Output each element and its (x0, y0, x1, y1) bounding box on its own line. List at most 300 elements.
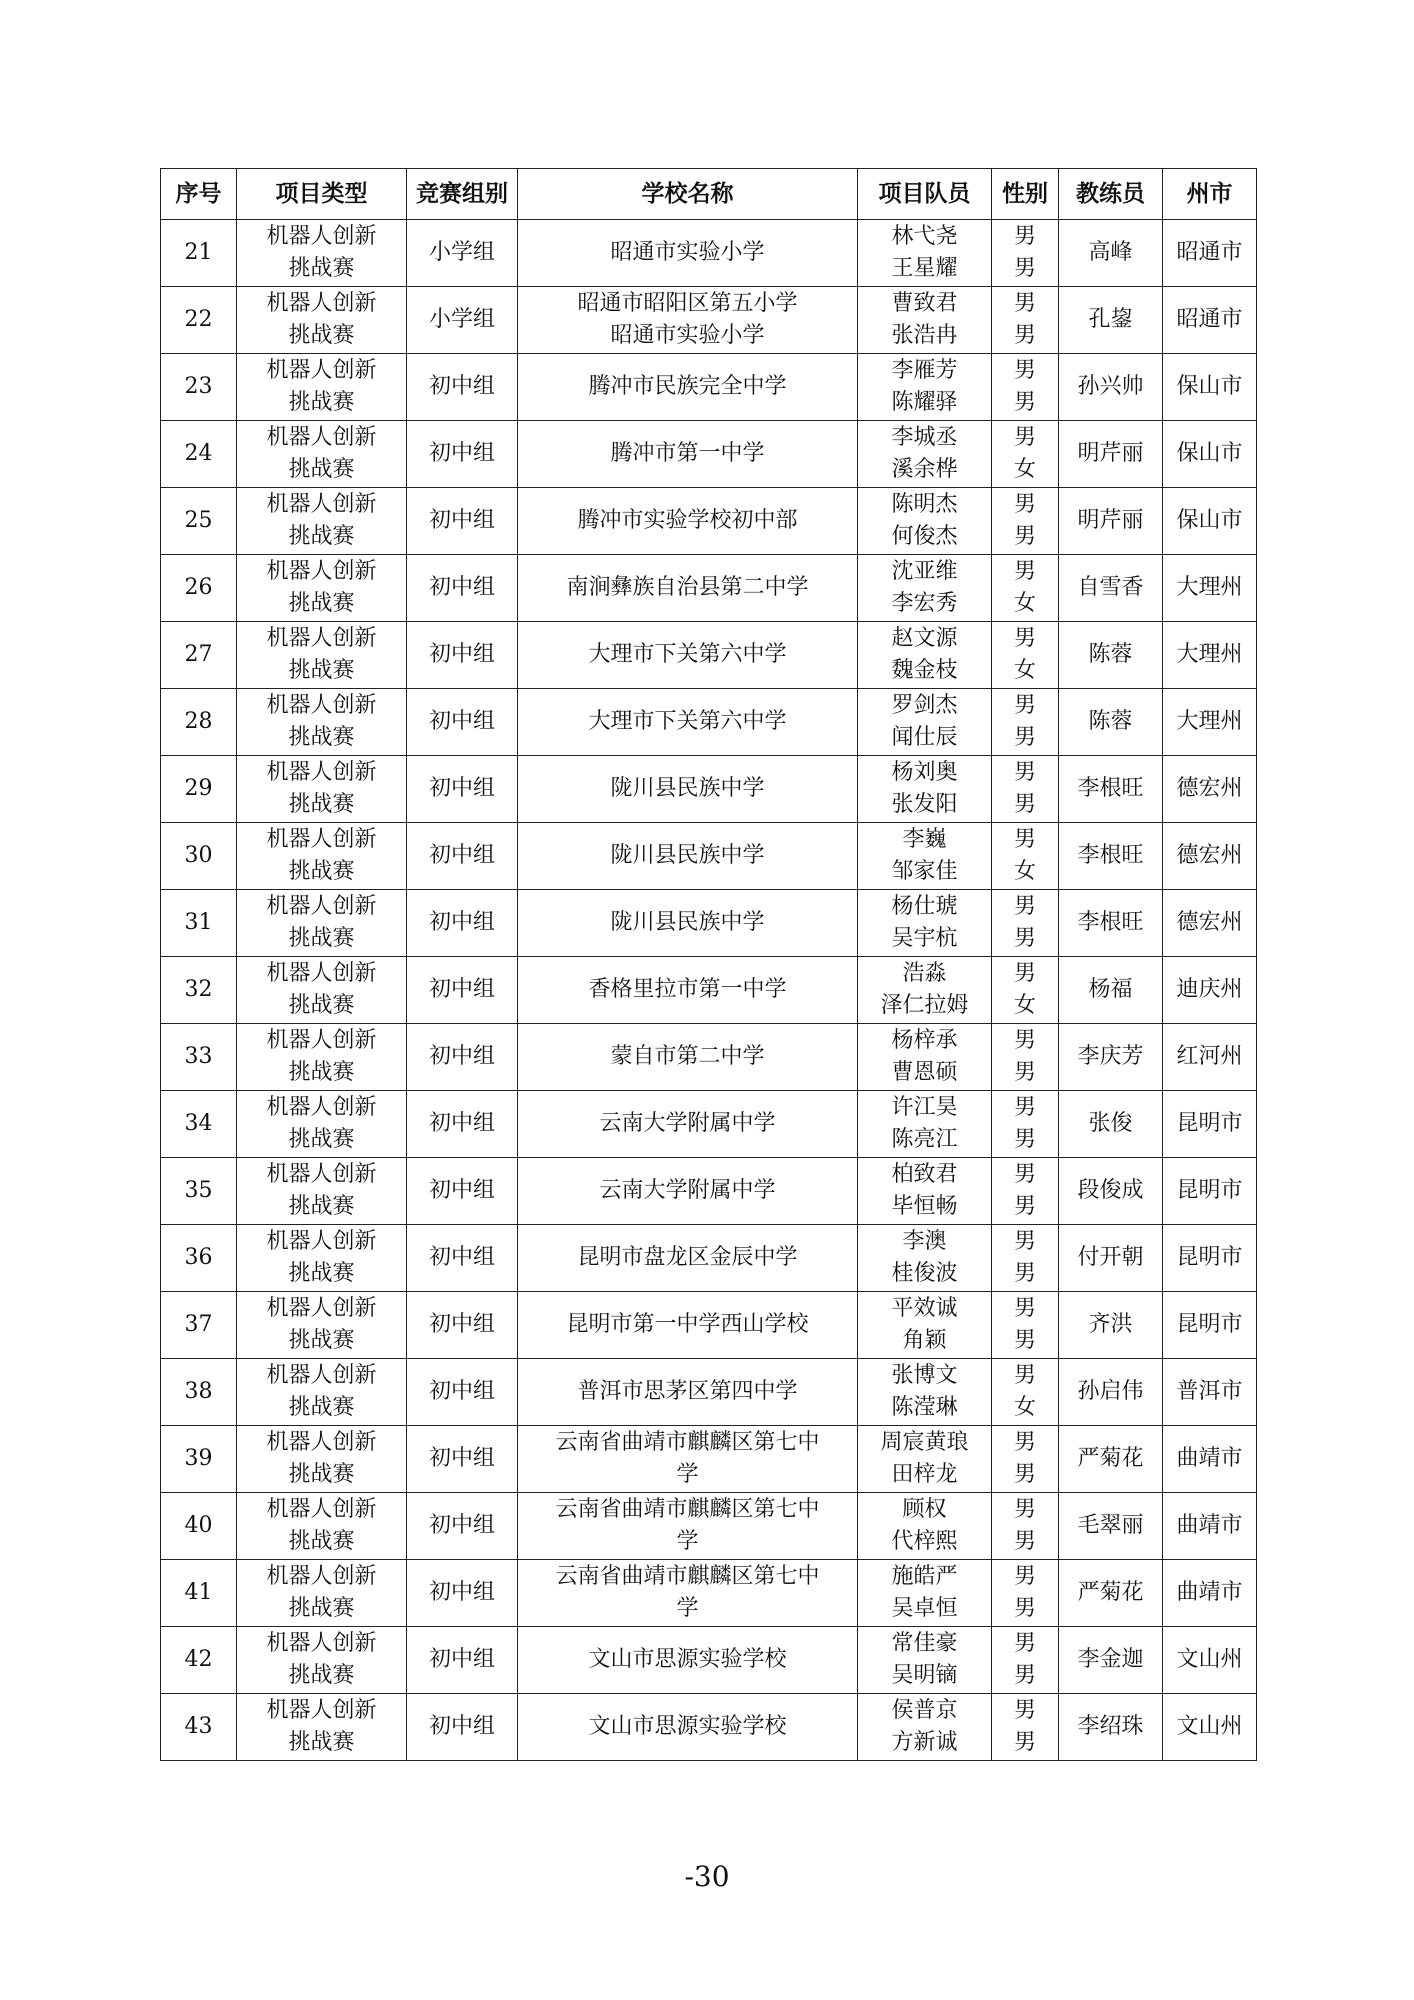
school-name-cell (518, 354, 858, 421)
competition-group-cell: 初中组 (407, 756, 518, 823)
gender-cell (992, 488, 1059, 555)
project-type-cell (237, 1426, 407, 1493)
project-type-line: 机器人创新 (266, 1698, 377, 1723)
serial-number-cell: 38 (161, 1359, 237, 1426)
gender-cell (992, 823, 1059, 890)
team-member-name: 平效诚 (891, 1296, 958, 1321)
city-cell: 保山市 (1163, 488, 1257, 555)
serial-number-cell: 25 (161, 488, 237, 555)
school-name-cell (518, 756, 858, 823)
city-cell: 德宏州 (1163, 890, 1257, 957)
page-number: -30 (684, 1860, 730, 1893)
project-type-line: 挑战赛 (288, 390, 355, 415)
gender-cell (992, 1292, 1059, 1359)
serial-number-cell: 36 (161, 1225, 237, 1292)
team-member-name: 杨刘奥 (891, 760, 958, 785)
team-member-name: 方新诚 (891, 1730, 958, 1755)
team-member-name: 角颖 (902, 1328, 947, 1353)
team-members-cell (858, 1292, 992, 1359)
coach-cell: 严菊花 (1059, 1560, 1163, 1627)
competition-group-cell: 初中组 (407, 890, 518, 957)
city-cell: 曲靖市 (1163, 1493, 1257, 1560)
school-name-line: 文山市思源实验学校 (588, 1714, 787, 1739)
competition-group-cell: 初中组 (407, 421, 518, 488)
gender-cell (992, 287, 1059, 354)
table-row (161, 957, 1257, 1024)
school-name-line: 大理市下关第六中学 (588, 709, 787, 734)
team-member-name: 许江昊 (891, 1095, 958, 1120)
project-type-line: 机器人创新 (266, 1162, 377, 1187)
competition-group-cell: 初中组 (407, 1158, 518, 1225)
school-name-line: 云南省曲靖市麒麟区第七中 (555, 1564, 820, 1589)
team-member-name: 周宸黄琅 (880, 1430, 969, 1455)
school-name-cell (518, 957, 858, 1024)
team-member-name: 田梓龙 (891, 1462, 958, 1487)
member-gender: 女 (1013, 1395, 1036, 1420)
competition-group-cell: 初中组 (407, 823, 518, 890)
table-row (161, 354, 1257, 421)
city-cell: 普洱市 (1163, 1359, 1257, 1426)
coach-cell: 毛翠丽 (1059, 1493, 1163, 1560)
project-type-line: 挑战赛 (288, 1127, 355, 1152)
city-cell: 红河州 (1163, 1024, 1257, 1091)
member-gender: 男 (1013, 1060, 1036, 1085)
team-member-name: 柏致君 (891, 1162, 958, 1187)
table-row (161, 421, 1257, 488)
gender-cell (992, 1024, 1059, 1091)
table-row (161, 823, 1257, 890)
member-gender: 男 (1013, 291, 1036, 316)
table-row (161, 1091, 1257, 1158)
member-gender: 女 (1013, 457, 1036, 482)
competition-group-cell: 初中组 (407, 689, 518, 756)
school-name-line: 陇川县民族中学 (610, 776, 765, 801)
project-type-line: 挑战赛 (288, 926, 355, 951)
project-type-line: 机器人创新 (266, 1564, 377, 1589)
member-gender: 男 (1013, 256, 1036, 281)
school-name-line: 陇川县民族中学 (610, 843, 765, 868)
project-type-line: 挑战赛 (288, 323, 355, 348)
project-type-line: 机器人创新 (266, 1363, 377, 1388)
gender-cell (992, 1627, 1059, 1694)
member-gender: 男 (1013, 792, 1036, 817)
table-row (161, 1560, 1257, 1627)
table-row (161, 1426, 1257, 1493)
serial-number-cell: 40 (161, 1493, 237, 1560)
member-gender: 男 (1013, 1698, 1036, 1723)
serial-number-cell: 22 (161, 287, 237, 354)
school-name-line: 昭通市实验小学 (610, 323, 765, 348)
project-type-line: 机器人创新 (266, 1497, 377, 1522)
serial-number-cell: 23 (161, 354, 237, 421)
team-members-cell (858, 1024, 992, 1091)
team-member-name: 陈滢琳 (891, 1395, 958, 1420)
project-type-line: 机器人创新 (266, 224, 377, 249)
team-member-name: 杨梓承 (891, 1028, 958, 1053)
city-cell: 昆明市 (1163, 1292, 1257, 1359)
city-cell: 大理州 (1163, 555, 1257, 622)
gender-cell (992, 1694, 1059, 1761)
team-member-name: 陈耀驿 (891, 390, 958, 415)
school-name-cell (518, 1560, 858, 1627)
serial-number-cell: 35 (161, 1158, 237, 1225)
project-type-line: 挑战赛 (288, 1462, 355, 1487)
project-type-cell (237, 1493, 407, 1560)
member-gender: 男 (1013, 1663, 1036, 1688)
serial-number-cell: 24 (161, 421, 237, 488)
school-name-line: 腾冲市第一中学 (610, 441, 765, 466)
coach-cell: 孙启伟 (1059, 1359, 1163, 1426)
member-gender: 男 (1013, 1194, 1036, 1219)
serial-number-cell: 28 (161, 689, 237, 756)
serial-number-cell: 41 (161, 1560, 237, 1627)
competition-group-cell: 初中组 (407, 1426, 518, 1493)
competition-group-cell: 小学组 (407, 220, 518, 287)
school-name-cell (518, 1158, 858, 1225)
school-name-line: 学 (676, 1462, 699, 1487)
school-name-line: 香格里拉市第一中学 (588, 977, 787, 1002)
school-name-line: 昆明市第一中学西山学校 (566, 1312, 809, 1337)
school-name-line: 学 (676, 1529, 699, 1554)
gender-cell (992, 957, 1059, 1024)
member-gender: 男 (1013, 1162, 1036, 1187)
team-members-cell (858, 689, 992, 756)
team-member-name: 闻仕辰 (891, 725, 958, 750)
member-gender: 男 (1013, 224, 1036, 249)
team-member-name: 李雁芳 (891, 358, 958, 383)
project-type-cell (237, 1359, 407, 1426)
gender-cell (992, 1091, 1059, 1158)
gender-cell (992, 1225, 1059, 1292)
header-city: 州市 (1163, 169, 1257, 220)
team-member-name: 魏金枝 (891, 658, 958, 683)
project-type-line: 机器人创新 (266, 358, 377, 383)
school-name-cell (518, 555, 858, 622)
participants-table (160, 168, 1257, 1761)
coach-cell: 李根旺 (1059, 823, 1163, 890)
school-name-cell (518, 220, 858, 287)
school-name-line: 腾冲市民族完全中学 (588, 374, 787, 399)
project-type-line: 挑战赛 (288, 993, 355, 1018)
coach-cell: 李金迦 (1059, 1627, 1163, 1694)
table-row (161, 1493, 1257, 1560)
team-member-name: 陈明杰 (891, 492, 958, 517)
table-row (161, 1627, 1257, 1694)
serial-number-cell: 26 (161, 555, 237, 622)
member-gender: 男 (1013, 1430, 1036, 1455)
coach-cell: 李根旺 (1059, 756, 1163, 823)
school-name-line: 蒙自市第二中学 (610, 1044, 765, 1069)
team-members-cell (858, 220, 992, 287)
city-cell: 迪庆州 (1163, 957, 1257, 1024)
gender-cell (992, 1560, 1059, 1627)
team-members-cell (858, 1426, 992, 1493)
project-type-cell (237, 890, 407, 957)
team-member-name: 顾权 (902, 1497, 947, 1522)
project-type-line: 挑战赛 (288, 1060, 355, 1085)
project-type-line: 挑战赛 (288, 457, 355, 482)
project-type-line: 挑战赛 (288, 1529, 355, 1554)
team-members-cell (858, 1694, 992, 1761)
member-gender: 男 (1013, 693, 1036, 718)
school-name-line: 学 (676, 1596, 699, 1621)
member-gender: 男 (1013, 1296, 1036, 1321)
member-gender: 男 (1013, 1564, 1036, 1589)
project-type-line: 挑战赛 (288, 1596, 355, 1621)
school-name-cell (518, 1225, 858, 1292)
team-member-name: 李宏秀 (891, 591, 958, 616)
team-members-cell (858, 488, 992, 555)
team-member-name: 沈亚维 (891, 559, 958, 584)
member-gender: 男 (1013, 1328, 1036, 1353)
team-members-cell (858, 354, 992, 421)
member-gender: 男 (1013, 524, 1036, 549)
competition-group-cell: 初中组 (407, 555, 518, 622)
city-cell: 大理州 (1163, 689, 1257, 756)
team-members-cell (858, 622, 992, 689)
member-gender: 男 (1013, 323, 1036, 348)
coach-cell: 明芹丽 (1059, 488, 1163, 555)
header-competition-group: 竞赛组别 (407, 169, 518, 220)
gender-cell (992, 1359, 1059, 1426)
team-member-name: 浩淼 (902, 961, 947, 986)
gender-cell (992, 689, 1059, 756)
member-gender: 男 (1013, 492, 1036, 517)
city-cell: 德宏州 (1163, 756, 1257, 823)
competition-group-cell: 初中组 (407, 488, 518, 555)
table-row (161, 1225, 1257, 1292)
coach-cell: 自雪香 (1059, 555, 1163, 622)
table-row (161, 1158, 1257, 1225)
coach-cell: 杨福 (1059, 957, 1163, 1024)
project-type-line: 机器人创新 (266, 1296, 377, 1321)
gender-cell (992, 421, 1059, 488)
project-type-cell (237, 1024, 407, 1091)
table-row (161, 1694, 1257, 1761)
member-gender: 男 (1013, 1229, 1036, 1254)
city-cell: 昆明市 (1163, 1158, 1257, 1225)
coach-cell: 付开朝 (1059, 1225, 1163, 1292)
team-member-name: 吴卓恒 (891, 1596, 958, 1621)
team-member-name: 吴明镝 (891, 1663, 958, 1688)
team-member-name: 张博文 (891, 1363, 958, 1388)
gender-cell (992, 1426, 1059, 1493)
project-type-line: 机器人创新 (266, 1095, 377, 1120)
project-type-cell (237, 823, 407, 890)
team-members-cell (858, 1359, 992, 1426)
member-gender: 女 (1013, 993, 1036, 1018)
project-type-cell (237, 421, 407, 488)
member-gender: 男 (1013, 1028, 1036, 1053)
school-name-line: 云南省曲靖市麒麟区第七中 (555, 1430, 820, 1455)
school-name-line: 昆明市盘龙区金辰中学 (577, 1245, 798, 1270)
project-type-line: 机器人创新 (266, 1430, 377, 1455)
project-type-cell (237, 1627, 407, 1694)
project-type-line: 挑战赛 (288, 859, 355, 884)
competition-group-cell: 小学组 (407, 287, 518, 354)
header-row (161, 169, 1257, 220)
project-type-line: 机器人创新 (266, 1028, 377, 1053)
city-cell: 文山州 (1163, 1627, 1257, 1694)
team-members-cell (858, 555, 992, 622)
serial-number-cell: 29 (161, 756, 237, 823)
project-type-cell (237, 689, 407, 756)
project-type-cell (237, 957, 407, 1024)
table-row (161, 287, 1257, 354)
competition-group-cell: 初中组 (407, 1024, 518, 1091)
serial-number-cell: 30 (161, 823, 237, 890)
project-type-line: 挑战赛 (288, 658, 355, 683)
table-row (161, 488, 1257, 555)
school-name-line: 腾冲市实验学校初中部 (577, 508, 798, 533)
project-type-line: 挑战赛 (288, 725, 355, 750)
team-member-name: 溪余桦 (891, 457, 958, 482)
team-member-name: 罗剑杰 (891, 693, 958, 718)
serial-number-cell: 21 (161, 220, 237, 287)
serial-number-cell: 39 (161, 1426, 237, 1493)
team-member-name: 张发阳 (891, 792, 958, 817)
school-name-cell (518, 421, 858, 488)
project-type-cell (237, 1560, 407, 1627)
project-type-line: 机器人创新 (266, 559, 377, 584)
project-type-line: 机器人创新 (266, 760, 377, 785)
project-type-cell (237, 756, 407, 823)
table-row (161, 1292, 1257, 1359)
gender-cell (992, 1493, 1059, 1560)
table-row (161, 689, 1257, 756)
team-member-name: 曹致君 (891, 291, 958, 316)
gender-cell (992, 555, 1059, 622)
member-gender: 男 (1013, 425, 1036, 450)
school-name-cell (518, 1292, 858, 1359)
competition-group-cell: 初中组 (407, 354, 518, 421)
project-type-line: 机器人创新 (266, 492, 377, 517)
project-type-line: 机器人创新 (266, 961, 377, 986)
member-gender: 男 (1013, 1497, 1036, 1522)
project-type-line: 挑战赛 (288, 1261, 355, 1286)
project-type-cell (237, 1694, 407, 1761)
serial-number-cell: 42 (161, 1627, 237, 1694)
gender-cell (992, 756, 1059, 823)
coach-cell: 齐洪 (1059, 1292, 1163, 1359)
table-row (161, 1359, 1257, 1426)
competition-group-cell: 初中组 (407, 1493, 518, 1560)
school-name-line: 文山市思源实验学校 (588, 1647, 787, 1672)
member-gender: 男 (1013, 1261, 1036, 1286)
school-name-cell (518, 1493, 858, 1560)
school-name-cell (518, 1627, 858, 1694)
serial-number-cell: 32 (161, 957, 237, 1024)
team-member-name: 侯普京 (891, 1698, 958, 1723)
team-member-name: 李巍 (902, 827, 947, 852)
gender-cell (992, 890, 1059, 957)
project-type-line: 机器人创新 (266, 894, 377, 919)
project-type-line: 机器人创新 (266, 425, 377, 450)
project-type-line: 机器人创新 (266, 693, 377, 718)
table-row (161, 1024, 1257, 1091)
team-members-cell (858, 1493, 992, 1560)
project-type-line: 挑战赛 (288, 1663, 355, 1688)
project-type-line: 机器人创新 (266, 1631, 377, 1656)
team-members-cell (858, 1560, 992, 1627)
member-gender: 男 (1013, 1462, 1036, 1487)
team-member-name: 施皓严 (891, 1564, 958, 1589)
member-gender: 男 (1013, 1095, 1036, 1120)
serial-number-cell: 37 (161, 1292, 237, 1359)
team-member-name: 赵文源 (891, 626, 958, 651)
competition-group-cell: 初中组 (407, 1091, 518, 1158)
project-type-line: 挑战赛 (288, 1395, 355, 1420)
member-gender: 男 (1013, 1730, 1036, 1755)
gender-cell (992, 1158, 1059, 1225)
header-serial-number: 序号 (161, 169, 237, 220)
table-row (161, 622, 1257, 689)
member-gender: 男 (1013, 961, 1036, 986)
team-member-name: 何俊杰 (891, 524, 958, 549)
member-gender: 男 (1013, 390, 1036, 415)
city-cell: 昭通市 (1163, 220, 1257, 287)
table-row (161, 555, 1257, 622)
member-gender: 男 (1013, 358, 1036, 383)
team-member-name: 桂俊波 (891, 1261, 958, 1286)
member-gender: 男 (1013, 559, 1036, 584)
table-row (161, 890, 1257, 957)
city-cell: 昆明市 (1163, 1091, 1257, 1158)
team-member-name: 曹恩硕 (891, 1060, 958, 1085)
team-members-cell (858, 823, 992, 890)
team-member-name: 张浩冉 (891, 323, 958, 348)
team-member-name: 毕恒畅 (891, 1194, 958, 1219)
member-gender: 男 (1013, 926, 1036, 951)
coach-cell: 李绍珠 (1059, 1694, 1163, 1761)
team-member-name: 王星耀 (891, 256, 958, 281)
coach-cell: 严菊花 (1059, 1426, 1163, 1493)
member-gender: 女 (1013, 591, 1036, 616)
serial-number-cell: 33 (161, 1024, 237, 1091)
team-member-name: 邹家佳 (891, 859, 958, 884)
coach-cell: 高峰 (1059, 220, 1163, 287)
school-name-line: 南涧彝族自治县第二中学 (566, 575, 809, 600)
city-cell: 德宏州 (1163, 823, 1257, 890)
city-cell: 曲靖市 (1163, 1560, 1257, 1627)
city-cell: 曲靖市 (1163, 1426, 1257, 1493)
school-name-cell (518, 1694, 858, 1761)
coach-cell: 陈蓉 (1059, 622, 1163, 689)
city-cell: 保山市 (1163, 421, 1257, 488)
member-gender: 男 (1013, 1363, 1036, 1388)
project-type-cell (237, 622, 407, 689)
header-coach: 教练员 (1059, 169, 1163, 220)
member-gender: 男 (1013, 827, 1036, 852)
project-type-line: 机器人创新 (266, 1229, 377, 1254)
team-members-cell (858, 421, 992, 488)
table-row (161, 756, 1257, 823)
team-members-cell (858, 1225, 992, 1292)
project-type-line: 挑战赛 (288, 256, 355, 281)
school-name-cell (518, 1024, 858, 1091)
project-type-cell (237, 220, 407, 287)
member-gender: 男 (1013, 1127, 1036, 1152)
team-member-name: 陈亮江 (891, 1127, 958, 1152)
school-name-line: 陇川县民族中学 (610, 910, 765, 935)
competition-group-cell: 初中组 (407, 1225, 518, 1292)
table-body (161, 220, 1257, 1761)
school-name-line: 大理市下关第六中学 (588, 642, 787, 667)
coach-cell: 孔鋆 (1059, 287, 1163, 354)
member-gender: 男 (1013, 1631, 1036, 1656)
serial-number-cell: 31 (161, 890, 237, 957)
serial-number-cell: 27 (161, 622, 237, 689)
